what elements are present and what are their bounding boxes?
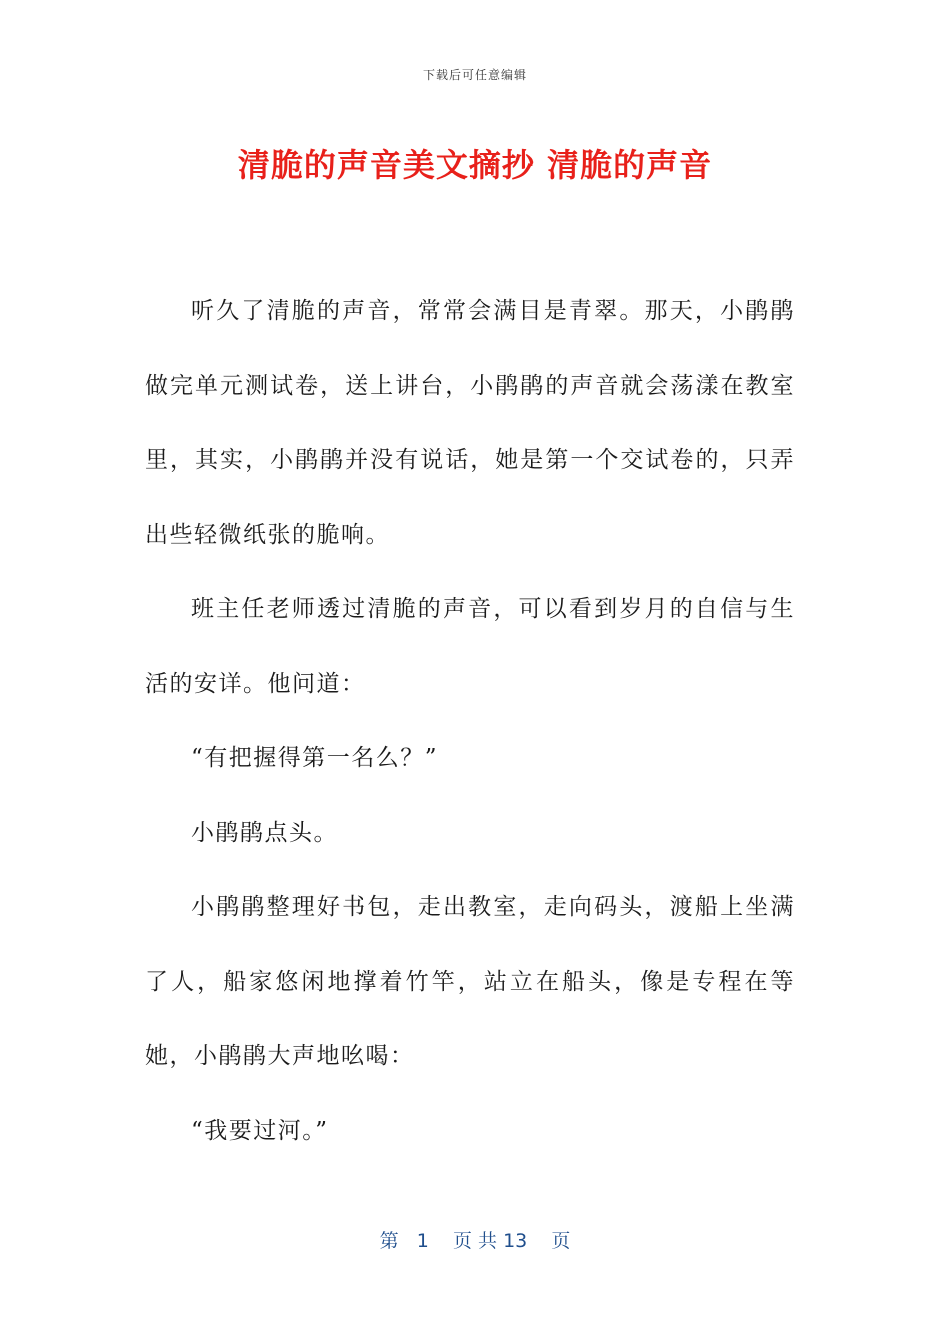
footer-prefix: 第 [379, 1230, 399, 1252]
footer-current-page: 1 [416, 1230, 429, 1252]
document-body [145, 274, 795, 1168]
paragraph: “有把握得第一名么？” [191, 745, 439, 771]
paragraph: 班主任老师透过清脆的声音，可以看到岁月的自信与生活的安详。他问道： [145, 596, 795, 697]
header-note: 下载后可任意编辑 [422, 68, 527, 82]
paragraph: 小鹃鹃整理好书包，走出教室，走向码头，渡船上坐满了人，船家悠闲地撑着竹竿，站立在船头，像是专程在等她，小鹃鹃大声地吆喝： [145, 894, 795, 1069]
footer-middle: 页 共 [452, 1230, 498, 1252]
document-title: 清脆的声音美文摘抄 清脆的声音 [237, 146, 713, 184]
footer-total-pages: 13 [503, 1230, 528, 1252]
page-footer [0, 1226, 950, 1253]
paragraph: 小鹃鹃点头。 [191, 819, 338, 846]
paragraph: 听久了清脆的声音，常常会满目是青翠。那天，小鹃鹃做完单元测试卷，送上讲台，小鹃鹃的声音就会荡漾在教室里，其实，小鹃鹃并没有说话，她是第一个交试卷的，只弄出些轻微纸张的脆响。 [145, 298, 795, 548]
paragraph: “我要过河。” [191, 1117, 329, 1144]
footer-suffix: 页 [551, 1230, 571, 1252]
